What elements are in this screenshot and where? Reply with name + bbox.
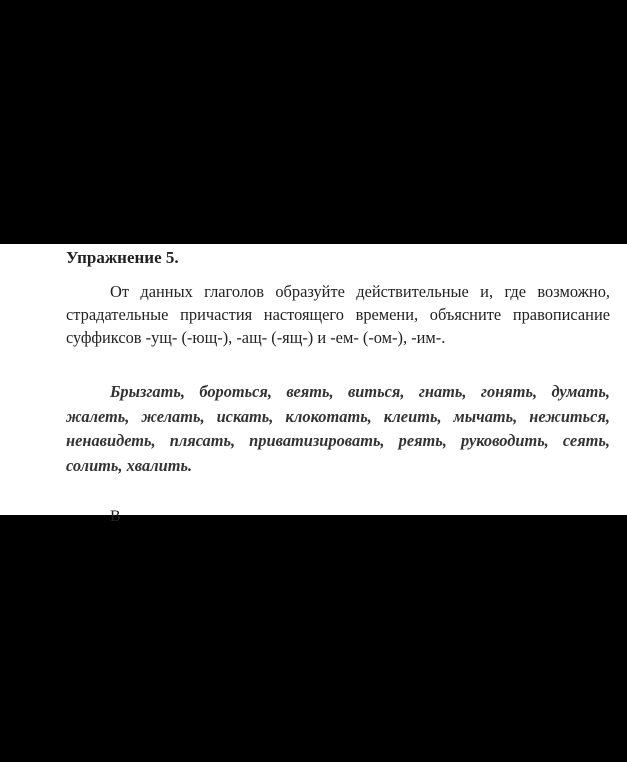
exercise-title: Упражнение 5. [66, 248, 179, 267]
verb-list: Брызгать, бороться, веять, виться, гнать, гонять, думать, жалеть, желать, искать, клокотать, клеить, мычать, нежиться, ненавидеть, плясать, приватизировать, реять, руководить, сеять, солить, хвалить. [66, 382, 610, 475]
document-page [0, 244, 627, 525]
cut-off-next-line: В [110, 508, 121, 525]
exercise-task: От данных глаголов образуйте действительные и, где возможно, страдательные причастия настоящего времени, объясните правописание суффиксов -ущ- (-ющ-), -ащ- (-ящ-) и -ем- (-ом-), -им-. [66, 282, 610, 347]
